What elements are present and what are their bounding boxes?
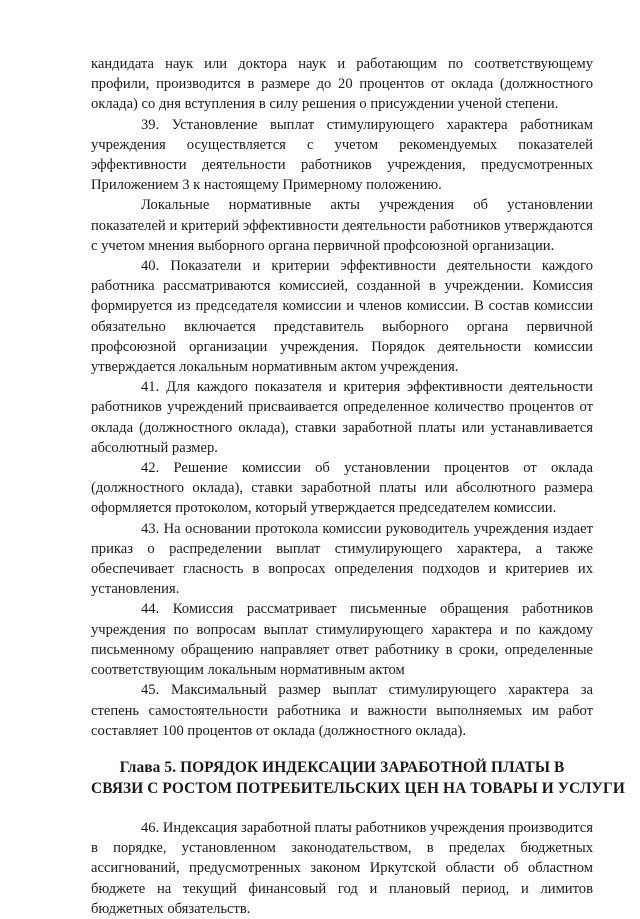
paragraph-45: 45. Максимальный размер выплат стимулирующего характера за степень самостоятельности работника и важности выполняемых им работ составляет 100 процентов от оклада (должностного оклада). [91, 682, 593, 739]
paragraph-42: 42. Решение комиссии об установлении процентов от оклада (должностного оклада), ставки заработной платы или абсолютного размера оформляется протоколом, который утверждается председателем комиссии. [91, 460, 593, 517]
chapter-heading-line-2: СВЯЗИ С РОСТОМ ПОТРЕБИТЕЛЬСКИХ ЦЕН НА ТОВАРЫ И УСЛУГИ [91, 780, 625, 798]
chapter-heading [91, 757, 625, 800]
paragraph-40: 40. Показатели и критерии эффективности деятельности каждого работника рассматриваются комиссией, созданной в учреждении. Комиссия формируется из председателя комиссии и членов комиссии. В состав комиссии обязательно включается представитель выборного органа первичной профсоюзной организации учреждения. Порядок деятельности комиссии утверждается локальным нормативным актом учреждения. [91, 258, 593, 376]
paragraph-39-local-acts: Локальные нормативные акты учреждения об установлении показателей и критерий эффективности деятельности работников утверждаются с учетом мнения выборного органа первичной профсоюзной организации. [91, 197, 593, 254]
paragraph-43: 43. На основании протокола комиссии руководитель учреждения издает приказ о распределении выплат стимулирующего характера, а также обеспечивает гласность в вопросах определения подходов и критериев их установления. [91, 520, 593, 598]
document-body [91, 54, 625, 919]
paragraph-41: 41. Для каждого показателя и критерия эффективности деятельности работников учреждений присваивается определенное количество процентов от оклада (должностного оклада), ставки заработной платы или устанавливается абсолютный размер. [91, 379, 593, 456]
paragraph-continuation: кандидата наук или доктора наук и работающим по соответствующему профили, производится в размере до 20 процентов от оклада (должностного оклада) со дня вступления в силу решения о присуждении ученой степени. [91, 56, 593, 113]
paragraph-46: 46. Индексация заработной платы работников учреждения производится в порядке, установленном законодательством, в пределах бюджетных ассигнований, предусмотренных законом Иркутской области об областном бюджете на текущий финансовый год и плановый период, и лимитов бюджетных обязательств. [91, 819, 593, 917]
paragraph-39: 39. Установление выплат стимулирующего характера работникам учреждения осуществляется с учетом рекомендуемых показателей эффективности деятельности работников учреждения, предусмотренных Приложением 3 к настоящему Примерному положению. [91, 116, 593, 194]
chapter-heading-line-1: Глава 5. ПОРЯДОК ИНДЕКСАЦИИ ЗАРАБОТНОЙ ПЛАТЫ В [119, 758, 565, 776]
paragraph-44: 44. Комиссия рассматривает письменные обращения работников учреждения по вопросам выплат стимулирующего характера и по каждому письменному обращению направляет ответ работнику в сроки, определенные соответствующим локальным нормативным актом [91, 601, 593, 679]
spacer [91, 800, 593, 818]
spacer [91, 741, 593, 757]
